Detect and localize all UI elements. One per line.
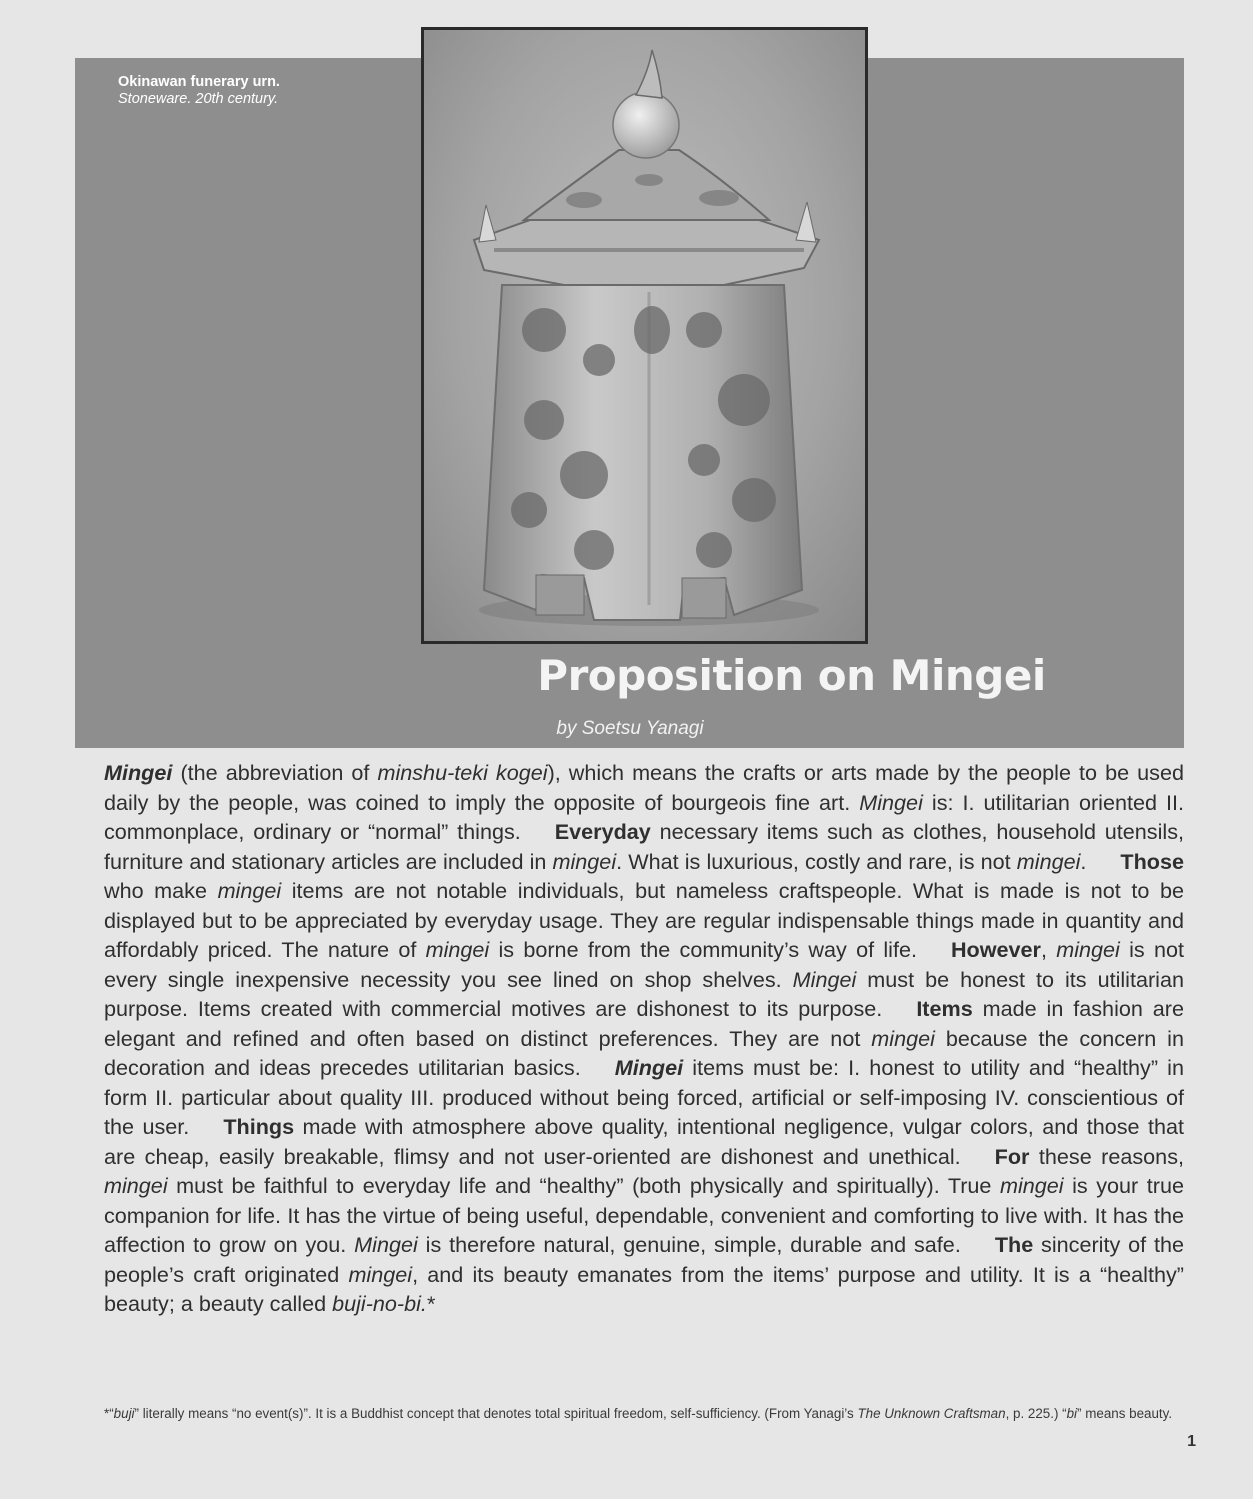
body-text-run: is your true companion for life. It has the virtue of being useful, dependable, convenient and comforting to live with. It has the affection to grow on you. — [104, 1173, 1184, 1257]
sentence-keyword: The — [994, 1232, 1034, 1257]
emphasis-term: mingei — [104, 1173, 168, 1198]
emphasis-term: mingei — [999, 1173, 1064, 1198]
body-text-run: must be honest to its utilitarian purpose. Items created with commercial motives are dishonest to its purpose. — [104, 966, 1184, 1021]
sentence-keyword: Things — [223, 1114, 295, 1139]
body-text-run: is: I. utilitarian oriented II. commonplace, ordinary or “normal” things. — [104, 789, 1184, 844]
emphasis-term: minshu-teki kogei — [377, 760, 548, 785]
footnote-emphasis: bi — [1066, 1406, 1078, 1421]
page-title: Proposition on Mingei — [537, 651, 1046, 700]
sentence-keyword: For — [994, 1143, 1030, 1169]
body-text-run: is borne from the community’s way of life. — [489, 937, 917, 962]
sentence-keyword: Mingei — [614, 1055, 684, 1080]
page-number: 1 — [1187, 1433, 1196, 1450]
footnote-text-run: ” means beauty. — [1077, 1406, 1173, 1421]
footnote-emphasis: The Unknown Craftsman — [857, 1406, 1006, 1421]
body-text-run: is not every single inexpensive necessity you see lined on shop shelves. — [104, 937, 1184, 992]
urn-photograph — [421, 27, 868, 644]
lead-term: Mingei — [104, 760, 173, 785]
body-text-run: these reasons, — [1029, 1143, 1184, 1169]
emphasis-term: mingei — [871, 1025, 935, 1051]
emphasis-term: mingei — [552, 848, 617, 874]
body-text-run: made with atmosphere above quality, intentional negligence, vulgar colors, and those that are cheap, easily breakable, flimsy and not user-oriented are dishonest and unethical. — [104, 1114, 1184, 1169]
byline: by Soetsu Yanagi — [556, 718, 704, 739]
caption-title: Okinawan funerary urn. — [118, 74, 280, 90]
sentence-keyword: However — [950, 937, 1041, 962]
emphasis-term: buji-no-bi. — [332, 1291, 427, 1316]
body-text-run: ), which means the crafts or arts made by the people to be used daily by the people, was coined to imply the opposite of bourgeois fine art. — [104, 760, 1185, 815]
body-text-run: * — [426, 1291, 436, 1316]
emphasis-term: mingei — [217, 878, 282, 903]
emphasis-term: mingei — [1056, 937, 1120, 962]
body-text-run: sincerity of the people’s craft originated — [104, 1232, 1184, 1287]
sentence-keyword: Those — [1120, 848, 1184, 874]
emphasis-term: mingei — [348, 1261, 413, 1287]
footnote-text-run: , p. 225.) “ — [1005, 1406, 1067, 1421]
footnote-emphasis: buji — [113, 1406, 135, 1421]
urn-illustration — [424, 30, 865, 641]
body-text-run: items must be: I. honest to utility and “healthy” in form II. particular about quality III. produced without being forced, artificial or self-imposing IV. conscientious of the user. — [104, 1055, 1184, 1139]
body-text-run: who make — [104, 878, 218, 903]
footnote — [104, 1405, 1184, 1423]
body-text-run: because the concern in decoration and ideas precedes utilitarian basics. — [104, 1025, 1184, 1080]
body-text-run: made in fashion are elegant and refined and often based on distinct preferences. They are not — [104, 996, 1184, 1051]
caption-subtitle: Stoneware. 20th century. — [118, 91, 279, 107]
emphasis-term: mingei — [425, 937, 490, 962]
sentence-keyword: Everyday — [554, 819, 651, 844]
body-text-run: , — [1040, 937, 1057, 962]
body-text-run: (the abbreviation of — [172, 760, 378, 785]
emphasis-term: Mingei — [354, 1232, 418, 1257]
body-text-run: items are not notable individuals, but nameless craftspeople. What is made is not to be displayed but to be appreciated by everyday usage. They are regular indispensable things made in quantity and affordably priced. The nature of — [104, 878, 1184, 962]
emphasis-term: mingei — [1016, 848, 1081, 874]
body-text-run: , and its beauty emanates from the items’ purpose and utility. It is a “healthy” beauty; a beauty called — [104, 1261, 1184, 1316]
footnote-text-run: *“ — [104, 1406, 114, 1421]
body-text-run: is therefore natural, genuine, simple, durable and safe. — [417, 1232, 961, 1257]
body-text-run: . — [1080, 848, 1087, 874]
body-text-run: necessary items such as clothes, household utensils, furniture and stationary articles are included in — [104, 819, 1184, 874]
body-text-run: must be faithful to everyday life and “healthy” (both physically and spiritually). True — [167, 1173, 1000, 1198]
emphasis-term: Mingei — [792, 966, 857, 992]
sentence-keyword: Items — [916, 996, 973, 1021]
footnote-text-run: ” literally means “no event(s)”. It is a Buddhist concept that denotes total spiritual freedom, self-sufficiency. (From Yanagi’s — [134, 1406, 858, 1421]
emphasis-term: Mingei — [859, 789, 923, 815]
body-text-run: . What is luxurious, costly and rare, is not — [616, 848, 1017, 874]
body-paragraph — [104, 758, 1184, 1319]
photo-caption — [118, 74, 280, 108]
